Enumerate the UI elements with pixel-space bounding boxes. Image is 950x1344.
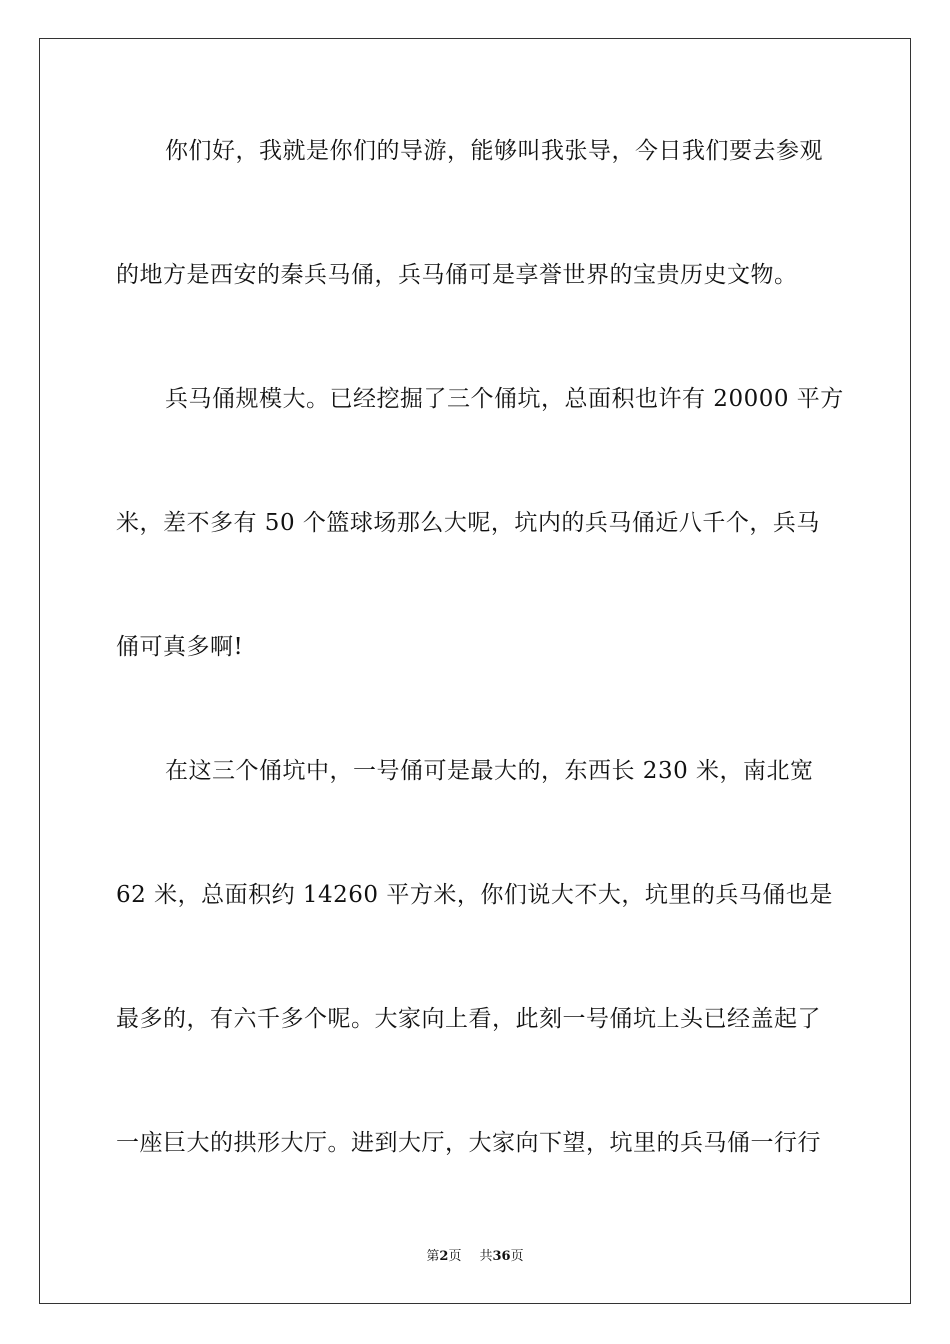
total-suffix: 页	[510, 1249, 524, 1264]
page-border	[39, 38, 911, 1304]
page-prefix: 第	[426, 1249, 440, 1264]
total-pages: 36	[492, 1249, 511, 1264]
paragraph-1-line-2: 的地方是西安的秦兵马俑，兵马俑可是享誉世界的宝贵历史文物。	[116, 262, 798, 288]
paragraph-3-line-4: 一座巨大的拱形大厅。进到大厅，大家向下望，坑里的兵马俑一行行	[116, 1130, 821, 1156]
paragraph-2-line-2: 米，差不多有 50 个篮球场那么大呢，坑内的兵马俑近八千个，兵马	[116, 510, 820, 536]
total-prefix: 共	[479, 1249, 493, 1264]
page-number: 2	[439, 1249, 449, 1264]
paragraph-3-line-2: 62 米，总面积约 14260 平方米，你们说大不大，坑里的兵马俑也是	[116, 882, 833, 908]
paragraph-1-line-1: 你们好，我就是你们的导游，能够叫我张导，今日我们要去参观	[165, 138, 823, 164]
paragraph-3-line-3: 最多的，有六千多个呢。大家向上看，此刻一号俑坑上头已经盖起了	[116, 1006, 821, 1032]
paragraph-2-line-3: 俑可真多啊!	[116, 634, 244, 660]
page-footer	[0, 1248, 950, 1266]
paragraph-2-line-1: 兵马俑规模大。已经挖掘了三个俑坑，总面积也许有 20000 平方	[165, 386, 844, 412]
paragraph-3-line-1: 在这三个俑坑中，一号俑可是最大的，东西长 230 米，南北宽	[165, 758, 814, 784]
page-suffix: 页	[448, 1249, 462, 1264]
